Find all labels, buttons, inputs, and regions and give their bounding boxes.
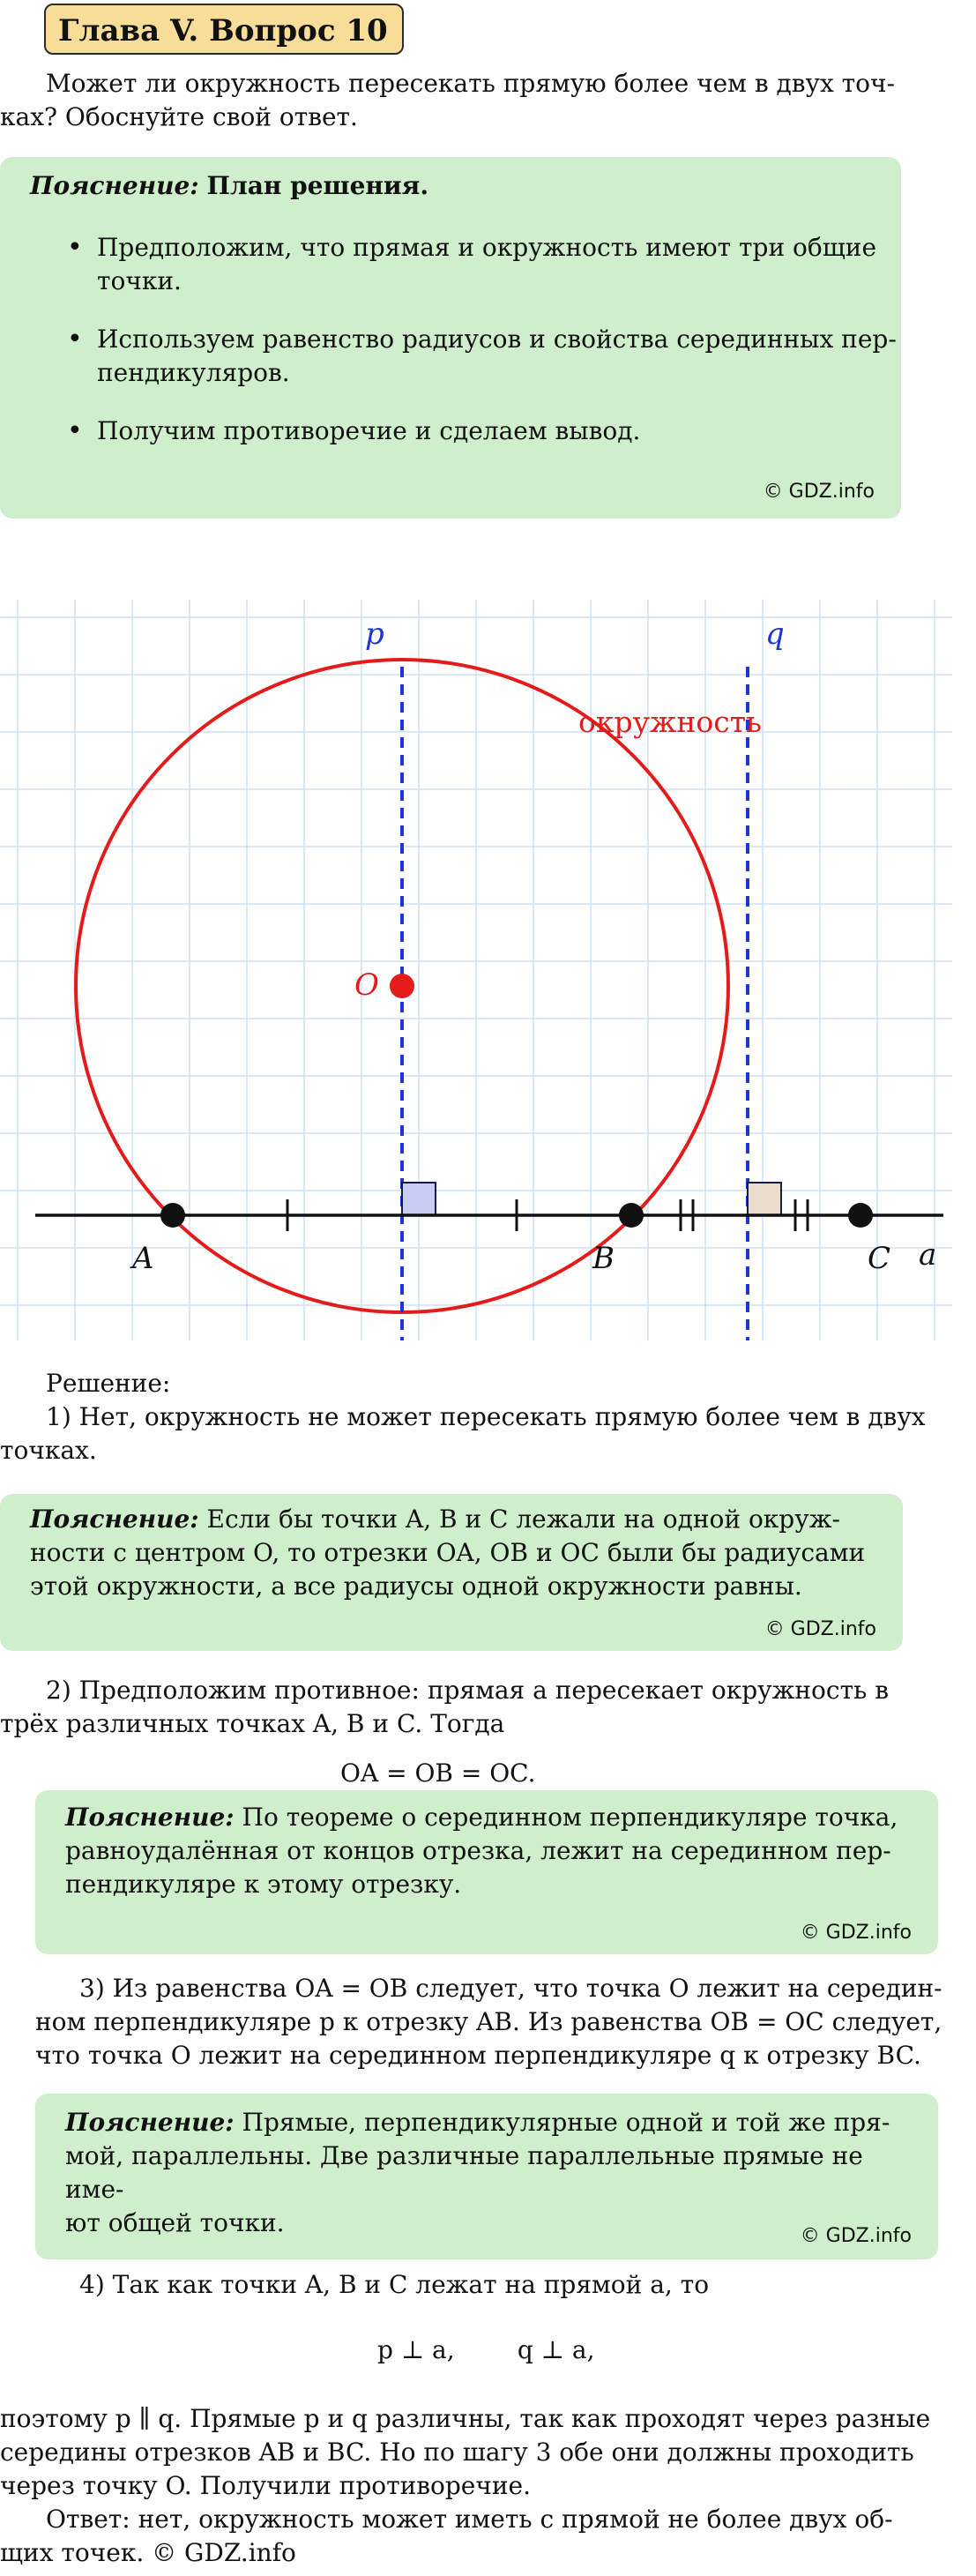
- note3-line-1: Прямые, перпендикулярные одной и той же пря-: [242, 2108, 890, 2137]
- point-o: [390, 974, 414, 998]
- step4-line-1: 4) Так как точки A, B и C лежат на прямой a, то: [79, 2270, 710, 2299]
- equation-perpendicular: p ⊥ a, q ⊥ a,: [377, 2335, 595, 2364]
- plan-label: Пояснение:: [30, 171, 199, 200]
- label-a: A: [132, 1241, 154, 1276]
- gdz-credit: © GDZ.info: [152, 2538, 296, 2567]
- label-b: B: [592, 1241, 615, 1276]
- step4-line-2: поэтому p ∥ q. Прямые p и q различны, так как проходят через разные: [0, 2404, 931, 2433]
- step2-line-2: трёх различных точках A, B и C. Тогда: [0, 1709, 505, 1738]
- step4-line-4: через точку O. Получили противоречие.: [0, 2471, 532, 2500]
- page-title: Глава V. Вопрос 10: [44, 4, 404, 55]
- note1-line-1: Если бы точки A, B и C лежали на одной окруж-: [206, 1505, 840, 1534]
- plan-item: • Получим противоречие и сделаем вывод.: [25, 414, 898, 448]
- step3-line-1: 3) Из равенства OA = OB следует, что точка O лежит на середин-: [79, 1974, 942, 2003]
- explanation-panel-2: [35, 1790, 938, 1954]
- note1-label: Пояснение:: [30, 1505, 199, 1534]
- step3-line-3: что точка O лежит на серединном перпендикуляре q к отрезку BC.: [35, 2041, 921, 2070]
- note1-line-2: ности с центром O, то отрезки OA, OB и OC были бы радиусами: [30, 1538, 866, 1567]
- explanation-panel-1: [0, 1494, 903, 1651]
- right-angle-mark-q: [748, 1183, 781, 1215]
- note1-line-3: этой окружности, а все радиусы одной окружности равны.: [30, 1572, 802, 1601]
- label-line-a: a: [919, 1237, 937, 1273]
- gdz-credit: © GDZ.info: [800, 2225, 912, 2247]
- note3-line-3: ют общей точки.: [65, 2208, 285, 2237]
- point-c: [848, 1203, 873, 1228]
- question-line-1: Может ли окружность пересекать прямую более чем в двух точ-: [46, 69, 895, 98]
- note2-line-3: пендикуляре к этому отрезку.: [65, 1870, 462, 1899]
- note3-line-2: мой, параллельны. Две различные параллельные прямые не име-: [65, 2141, 863, 2204]
- label-o: O: [354, 967, 379, 1003]
- gdz-credit: © GDZ.info: [800, 1922, 912, 1944]
- step4-line-3: середины отрезков AB и BC. Но по шагу 3 обе они должны проходить: [0, 2438, 914, 2467]
- solution-heading: Решение:: [46, 1369, 171, 1398]
- plan-panel: [0, 157, 901, 519]
- question-line-2: ках? Обоснуйте свой ответ.: [0, 102, 358, 131]
- equation-oa-ob-oc: OA = OB = OC.: [340, 1758, 536, 1788]
- point-a: [160, 1203, 185, 1228]
- gdz-credit: © GDZ.info: [764, 1618, 876, 1640]
- answer-line-2: щих точек. © GDZ.info: [0, 2538, 296, 2567]
- note2-label: Пояснение:: [65, 1803, 235, 1832]
- point-b: [619, 1203, 644, 1228]
- geometry-diagram: [0, 591, 976, 1349]
- gdz-credit: © GDZ.info: [763, 481, 875, 503]
- plan-item: • Предположим, что прямая и окружность имеют три общие точки.: [25, 231, 898, 298]
- answer-line-1: Ответ: нет, окружность может иметь с прямой не более двух об-: [46, 2505, 893, 2534]
- step2-line-1: 2) Предположим противное: прямая a пересекает окружность в: [46, 1676, 889, 1705]
- label-circle: окружность: [578, 705, 762, 739]
- plan-list: [25, 231, 898, 473]
- note3-label: Пояснение:: [65, 2108, 235, 2137]
- step3-line-2: ном перпендикуляре p к отрезку AB. Из равенства OB = OC следует,: [35, 2007, 942, 2036]
- step1-line-1: 1) Нет, окружность не может пересекать прямую более чем в двух: [46, 1402, 926, 1431]
- label-p: p: [365, 616, 384, 652]
- explanation-panel-3: [35, 2094, 938, 2259]
- plan-item: • Используем равенство радиусов и свойства серединных пер- пендикуляров.: [25, 323, 898, 390]
- step1-line-2: точках.: [0, 1436, 97, 1465]
- note2-line-2: равноудалённая от концов отрезка, лежит на серединном пер-: [65, 1836, 891, 1865]
- grid: [0, 600, 952, 1340]
- label-q: q: [765, 616, 785, 652]
- plan-title: План решения.: [206, 171, 429, 200]
- right-angle-mark-p: [402, 1183, 436, 1215]
- note2-line-1: По теореме о серединном перпендикуляре точка,: [242, 1803, 898, 1832]
- label-c: C: [868, 1241, 891, 1276]
